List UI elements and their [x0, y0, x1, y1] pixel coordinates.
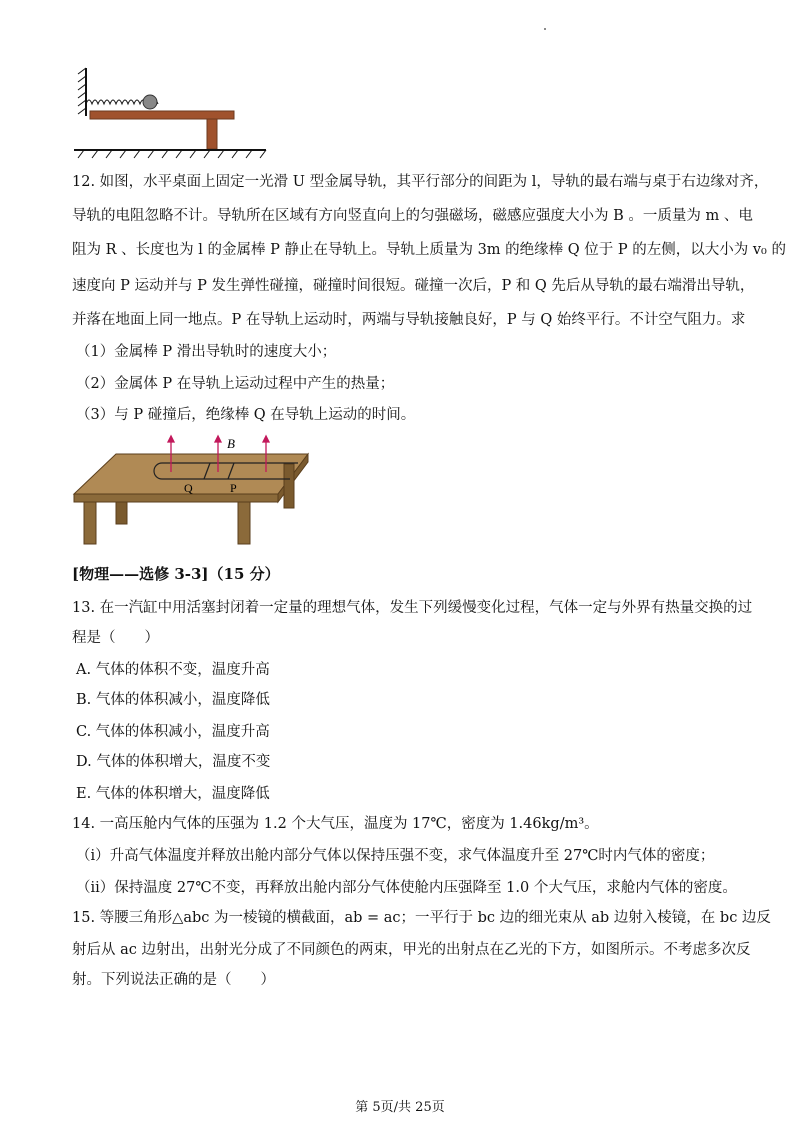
page-footer: 第 5页/共 25页	[355, 1100, 445, 1115]
q12-sub-2: （2）金属体 P 在导轨上运动过程中产生的热量；	[76, 376, 395, 392]
q13-line-1: 13. 在一汽缸中用活塞封闭着一定量的理想气体，发生下列缓慢变化过程，气体一定与外界有热量交换的过	[72, 600, 753, 616]
q13-option-a: A. 气体的体积不变，温度升高	[76, 662, 270, 678]
spring-wall-figure	[70, 64, 270, 160]
q12-line-4: 速度向 P 运动并与 P 发生弹性碰撞，碰撞时间很短。碰撞一次后，P 和 Q 先后从导轨的最右端滑出导轨，	[72, 278, 755, 294]
q15-line-2: 射后从 ac 边射出，出射光分成了不同颜色的两束，甲光的出射点在乙光的下方，如图所示。不考虑多次反	[72, 942, 751, 958]
q14-line-1: 14. 一高压舱内气体的压强为 1.2 个大气压，温度为 17℃，密度为 1.46kg/m³。	[72, 816, 599, 832]
field-label-b: B	[227, 436, 235, 451]
q12-sub-3: （3）与 P 碰撞后，绝缘棒 Q 在导轨上运动的时间。	[76, 407, 416, 423]
q13-line-2: 程是（ ）	[72, 630, 159, 646]
q15-line-1: 15. 等腰三角形△abc 为一棱镜的横截面，ab = ac；一平行于 bc 边的细光束从 ab 边射入棱镜，在 bc 边反	[72, 910, 771, 926]
q12-line-3: 阻为 R 、长度也为 l 的金属棒 P 静止在导轨上。导轨上质量为 3m 的绝缘棒 Q 位于 P 的左侧，以大小为 v₀ 的	[72, 242, 786, 258]
q14-sub-ii: （ii）保持温度 27℃不变，再释放出舱内部分气体使舱内压强降至 1.0 个大气压，求舱内气体的密度。	[76, 880, 737, 896]
q12-sub-1: （1）金属棒 P 滑出导轨时的速度大小；	[76, 344, 337, 360]
table-rail-figure	[70, 434, 315, 546]
q15-line-3: 射。下列说法正确的是（ ）	[72, 972, 275, 988]
q12-line-5: 并落在地面上同一地点。P 在导轨上运动时，两端与导轨接触良好，P 与 Q 始终平行。不计空气阻力。求	[72, 312, 746, 328]
q13-option-d: D. 气体的体积增大，温度不变	[76, 754, 271, 770]
rod-label-q: Q	[184, 481, 193, 495]
section-heading: [物理——选修 3-3]（15 分）	[72, 565, 280, 583]
q13-option-b: B. 气体的体积减小，温度降低	[76, 692, 270, 708]
q14-sub-i: （i）升高气体温度并释放出舱内部分气体以保持压强不变，求气体温度升至 27℃时内气体的密度；	[76, 848, 715, 864]
q12-line-2: 导轨的电阻忽略不计。导轨所在区域有方向竖直向上的匀强磁场，磁感应强度大小为 B 。一质量为 m 、电	[72, 208, 753, 224]
q13-option-e: E. 气体的体积增大，温度降低	[76, 786, 270, 802]
rod-label-p: P	[230, 481, 237, 495]
q13-option-c: C. 气体的体积减小，温度升高	[76, 724, 270, 740]
q12-line-1: 12. 如图，水平桌面上固定一光滑 U 型金属导轨，其平行部分的间距为 l，导轨的最右端与桌于右边缘对齐，	[72, 174, 769, 190]
scan-dot	[544, 28, 546, 30]
